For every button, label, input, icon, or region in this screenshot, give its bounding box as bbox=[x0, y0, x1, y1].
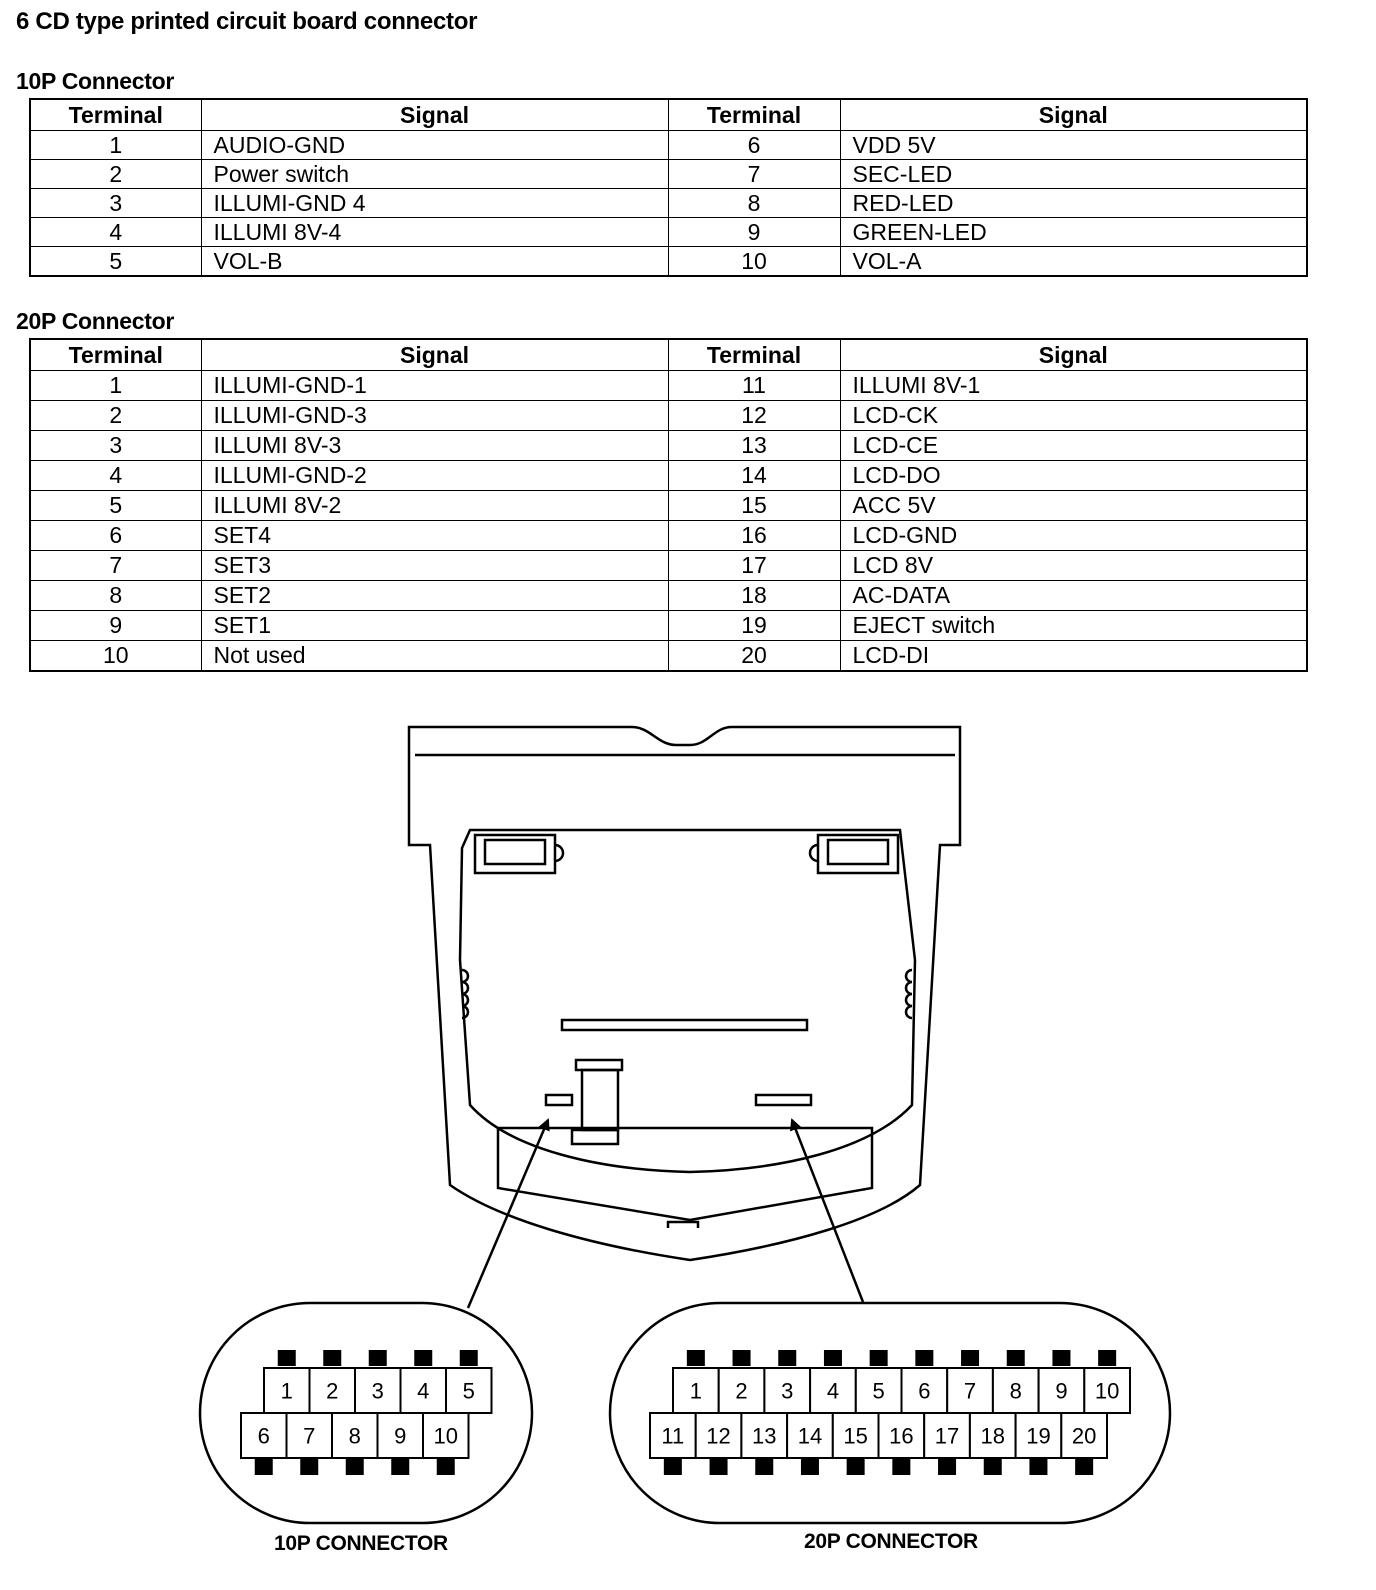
signal-cell: LCD 8V bbox=[840, 551, 1307, 581]
table-header-row bbox=[30, 99, 1307, 131]
signal-cell: GREEN-LED bbox=[840, 218, 1307, 247]
signal-cell: RED-LED bbox=[840, 189, 1307, 218]
table-row bbox=[30, 189, 1307, 218]
pin-number: 20 bbox=[1071, 1423, 1097, 1449]
terminal-cell: 11 bbox=[668, 371, 840, 401]
pin-tab bbox=[278, 1350, 296, 1366]
pin-tab bbox=[1007, 1350, 1025, 1366]
terminal-cell: 3 bbox=[30, 189, 201, 218]
table-row bbox=[30, 247, 1307, 277]
pin-number: 3 bbox=[371, 1378, 384, 1404]
pin-tab bbox=[778, 1350, 796, 1366]
pin-tab bbox=[346, 1459, 364, 1475]
pin-tab bbox=[664, 1459, 682, 1475]
connector-10p-heading: 10P Connector bbox=[16, 68, 174, 94]
signal-cell: LCD-CE bbox=[840, 431, 1307, 461]
pin-number: 8 bbox=[1009, 1378, 1022, 1404]
pin-number: 4 bbox=[826, 1378, 840, 1404]
pin-tab bbox=[687, 1350, 705, 1366]
column-header-signal: Signal bbox=[840, 339, 1307, 371]
signal-cell: ILLUMI 8V-4 bbox=[201, 218, 668, 247]
pin-number: 13 bbox=[752, 1423, 777, 1449]
signal-cell: LCD-DI bbox=[840, 641, 1307, 672]
signal-cell: VDD 5V bbox=[840, 131, 1307, 160]
terminal-cell: 3 bbox=[30, 431, 201, 461]
signal-cell: SET2 bbox=[201, 581, 668, 611]
signal-cell: ILLUMI-GND-1 bbox=[201, 371, 668, 401]
pin-tab bbox=[938, 1459, 956, 1475]
terminal-cell: 15 bbox=[668, 491, 840, 521]
table-row bbox=[30, 218, 1307, 247]
pin-tab bbox=[984, 1459, 1002, 1475]
pin-number: 14 bbox=[797, 1423, 823, 1449]
pin-number: 7 bbox=[303, 1423, 316, 1449]
pin-tab bbox=[414, 1350, 432, 1366]
signal-cell: ILLUMI-GND-3 bbox=[201, 401, 668, 431]
pin-tab bbox=[460, 1350, 478, 1366]
terminal-cell: 16 bbox=[668, 521, 840, 551]
connector-10p-caption: 10P CONNECTOR bbox=[274, 1532, 448, 1555]
pin-tab bbox=[1098, 1350, 1116, 1366]
terminal-cell: 7 bbox=[30, 551, 201, 581]
connector-20p-table bbox=[29, 338, 1308, 672]
column-header-signal: Signal bbox=[201, 339, 668, 371]
terminal-cell: 13 bbox=[668, 431, 840, 461]
column-header-terminal: Terminal bbox=[30, 99, 201, 131]
pin-tab bbox=[915, 1350, 933, 1366]
signal-cell: SET3 bbox=[201, 551, 668, 581]
arrow-10p bbox=[468, 1120, 548, 1308]
table-row bbox=[30, 160, 1307, 189]
signal-cell: ILLUMI 8V-2 bbox=[201, 491, 668, 521]
signal-cell: SEC-LED bbox=[840, 160, 1307, 189]
pcb-diagram bbox=[0, 690, 1376, 1590]
table-row bbox=[30, 521, 1307, 551]
pin-number: 17 bbox=[934, 1423, 960, 1449]
terminal-cell: 5 bbox=[30, 247, 201, 277]
pin-number: 12 bbox=[706, 1423, 731, 1449]
signal-cell: Power switch bbox=[201, 160, 668, 189]
signal-cell: ILLUMI 8V-3 bbox=[201, 431, 668, 461]
arrow-20p bbox=[792, 1120, 863, 1302]
connector-10p-table bbox=[29, 98, 1308, 277]
table-row bbox=[30, 371, 1307, 401]
table-row bbox=[30, 461, 1307, 491]
pin-number: 7 bbox=[963, 1378, 977, 1404]
terminal-cell: 4 bbox=[30, 218, 201, 247]
signal-cell: AC-DATA bbox=[840, 581, 1307, 611]
pin-tab bbox=[1052, 1350, 1070, 1366]
signal-cell: AUDIO-GND bbox=[201, 131, 668, 160]
signal-cell: VOL-B bbox=[201, 247, 668, 277]
pin-tab bbox=[323, 1350, 341, 1366]
pin-tab bbox=[255, 1459, 273, 1475]
pin-tab bbox=[300, 1459, 318, 1475]
pin-number: 11 bbox=[661, 1423, 685, 1449]
pin-number: 2 bbox=[326, 1378, 339, 1404]
table-row bbox=[30, 131, 1307, 160]
pin-tab bbox=[870, 1350, 888, 1366]
pin-number: 5 bbox=[462, 1378, 475, 1404]
terminal-cell: 18 bbox=[668, 581, 840, 611]
pin-number: 15 bbox=[843, 1423, 868, 1449]
pin-number: 10 bbox=[433, 1423, 458, 1449]
connector-10p-pins bbox=[241, 1350, 492, 1475]
terminal-cell: 19 bbox=[668, 611, 840, 641]
signal-cell: ILLUMI-GND-2 bbox=[201, 461, 668, 491]
pin-number: 1 bbox=[280, 1378, 293, 1404]
pin-number: 9 bbox=[394, 1423, 407, 1449]
pin-tab bbox=[892, 1459, 910, 1475]
terminal-cell: 7 bbox=[668, 160, 840, 189]
pin-number: 9 bbox=[1055, 1378, 1068, 1404]
pin-number: 6 bbox=[918, 1378, 931, 1404]
signal-cell: LCD-CK bbox=[840, 401, 1307, 431]
pin-tab bbox=[824, 1350, 842, 1366]
terminal-cell: 17 bbox=[668, 551, 840, 581]
pin-number: 16 bbox=[889, 1423, 914, 1449]
terminal-cell: 14 bbox=[668, 461, 840, 491]
pin-tab bbox=[369, 1350, 387, 1366]
terminal-cell: 2 bbox=[30, 401, 201, 431]
signal-cell: ILLUMI-GND 4 bbox=[201, 189, 668, 218]
column-header-terminal: Terminal bbox=[668, 339, 840, 371]
pin-number: 3 bbox=[781, 1378, 794, 1404]
column-header-terminal: Terminal bbox=[668, 99, 840, 131]
pin-number: 4 bbox=[417, 1378, 430, 1404]
signal-cell: SET4 bbox=[201, 521, 668, 551]
terminal-cell: 1 bbox=[30, 131, 201, 160]
column-header-signal: Signal bbox=[840, 99, 1307, 131]
signal-cell: ILLUMI 8V-1 bbox=[840, 371, 1307, 401]
pin-number: 5 bbox=[872, 1378, 885, 1404]
connector-20p-heading: 20P Connector bbox=[16, 308, 174, 334]
terminal-cell: 20 bbox=[668, 641, 840, 672]
table-row bbox=[30, 551, 1307, 581]
pin-number: 18 bbox=[980, 1423, 1005, 1449]
signal-cell: LCD-DO bbox=[840, 461, 1307, 491]
pin-tab bbox=[391, 1459, 409, 1475]
page-title: 6 CD type printed circuit board connector bbox=[16, 8, 478, 35]
pin-tab bbox=[755, 1459, 773, 1475]
terminal-cell: 12 bbox=[668, 401, 840, 431]
connector-20p-pins bbox=[650, 1350, 1130, 1475]
table-row bbox=[30, 491, 1307, 521]
table-row bbox=[30, 431, 1307, 461]
terminal-cell: 8 bbox=[30, 581, 201, 611]
terminal-cell: 5 bbox=[30, 491, 201, 521]
terminal-cell: 6 bbox=[30, 521, 201, 551]
signal-cell: SET1 bbox=[201, 611, 668, 641]
terminal-cell: 6 bbox=[668, 131, 840, 160]
pin-number: 6 bbox=[257, 1423, 270, 1449]
pin-number: 10 bbox=[1094, 1378, 1120, 1404]
pin-number: 2 bbox=[735, 1378, 748, 1404]
pin-tab bbox=[1029, 1459, 1047, 1475]
pin-tab bbox=[437, 1459, 455, 1475]
pin-tab bbox=[961, 1350, 979, 1366]
table-row bbox=[30, 611, 1307, 641]
pin-tab bbox=[847, 1459, 865, 1475]
signal-cell: EJECT switch bbox=[840, 611, 1307, 641]
signal-cell: VOL-A bbox=[840, 247, 1307, 277]
connector-20p-caption: 20P CONNECTOR bbox=[804, 1530, 978, 1553]
control-panel-outline bbox=[409, 727, 960, 1260]
pin-tab bbox=[801, 1459, 819, 1475]
terminal-cell: 9 bbox=[30, 611, 201, 641]
column-header-signal: Signal bbox=[201, 99, 668, 131]
pin-tab bbox=[733, 1350, 751, 1366]
terminal-cell: 2 bbox=[30, 160, 201, 189]
table-row bbox=[30, 581, 1307, 611]
terminal-cell: 1 bbox=[30, 371, 201, 401]
signal-cell: LCD-GND bbox=[840, 521, 1307, 551]
signal-cell: Not used bbox=[201, 641, 668, 672]
terminal-cell: 10 bbox=[30, 641, 201, 672]
terminal-cell: 8 bbox=[668, 189, 840, 218]
table-row bbox=[30, 401, 1307, 431]
pin-number: 19 bbox=[1026, 1423, 1051, 1449]
table-header-row bbox=[30, 339, 1307, 371]
signal-cell: ACC 5V bbox=[840, 491, 1307, 521]
terminal-cell: 9 bbox=[668, 218, 840, 247]
column-header-terminal: Terminal bbox=[30, 339, 201, 371]
terminal-cell: 4 bbox=[30, 461, 201, 491]
pin-number: 8 bbox=[348, 1423, 361, 1449]
pin-number: 1 bbox=[689, 1378, 702, 1404]
table-row bbox=[30, 641, 1307, 672]
pin-tab bbox=[710, 1459, 728, 1475]
pin-tab bbox=[1075, 1459, 1093, 1475]
terminal-cell: 10 bbox=[668, 247, 840, 277]
